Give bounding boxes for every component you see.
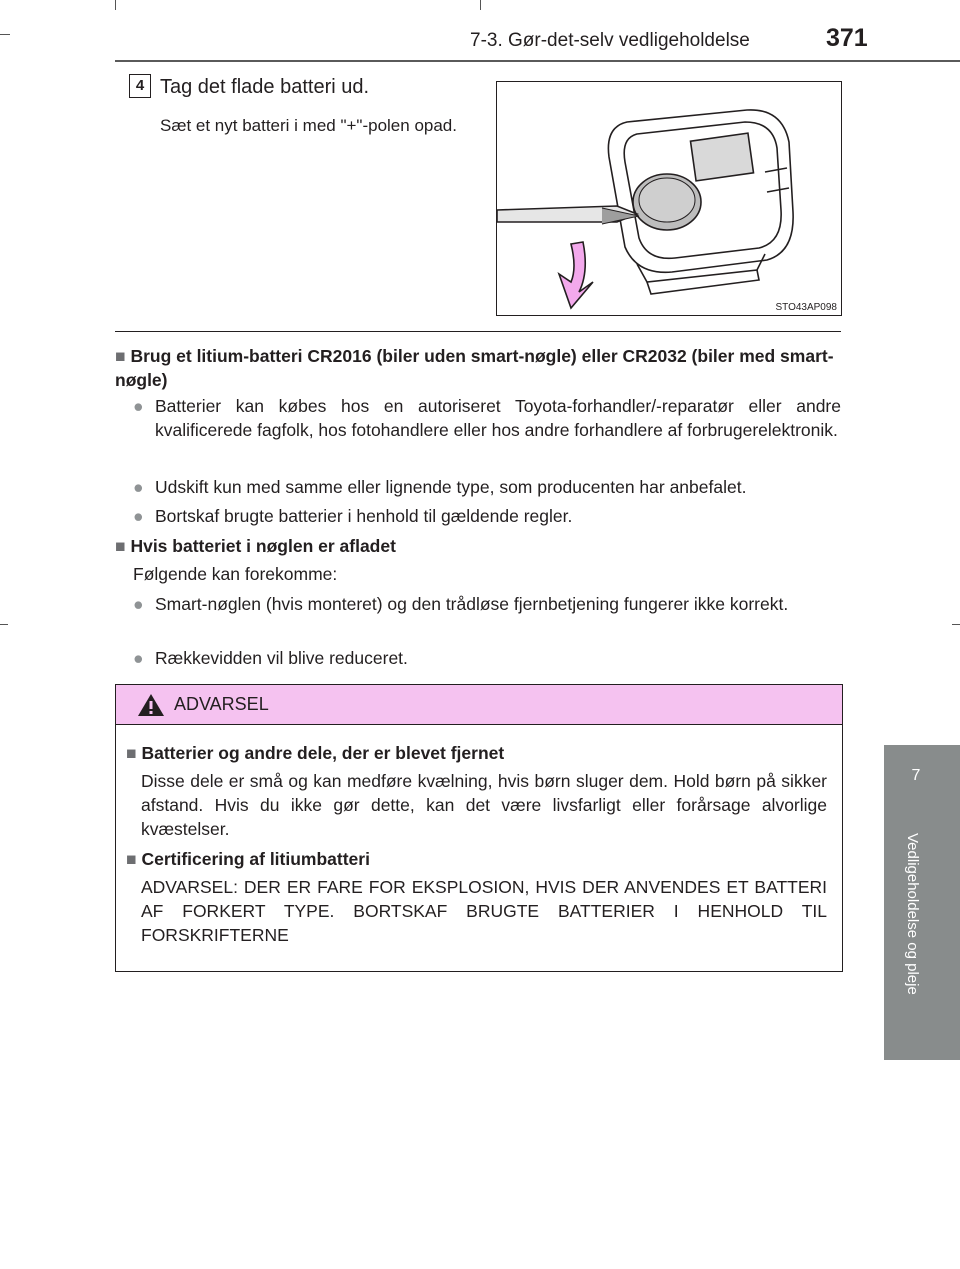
crop-mark xyxy=(0,624,8,625)
crop-mark xyxy=(480,0,481,10)
section-heading-text: Hvis batteriet i nøglen er afladet xyxy=(130,536,396,556)
section-heading-text: Brug et litium-batteri CR2016 (biler uden smart-nøgle) eller CR2032 (biler med smart-nøgle) xyxy=(115,346,834,390)
warning-box xyxy=(115,684,843,972)
warning-item-text: ADVARSEL: DER ER FARE FOR EKSPLOSION, HVIS DER ANVENDES ET BATTERI AF FORKERT TYPE. BORTSKAF BRUGTE BATTERIER I HENHOLD TIL FORSKRIFTERNE xyxy=(141,877,827,945)
bullet-icon: ● xyxy=(133,648,144,668)
bullet-text: Batterier kan købes hos en autoriseret Toyota-forhandler/-reparatør eller andre kvalificerede fagfolk, hos fotohandlere eller hos andre forhandlere af forbrugerelektronik. xyxy=(155,396,841,440)
section-intro: Følgende kan forekomme: xyxy=(133,564,338,584)
square-bullet-icon: ■ xyxy=(126,849,137,869)
page-number: 371 xyxy=(826,24,868,52)
warning-item-text: Disse dele er små og kan medføre kvælning, hvis børn sluger dem. Hold børn på sikker afstand. Hvis du ikke gør dette, kan det være livsfarligt eller forårsage alvorlige kvæstelser. xyxy=(141,771,827,839)
section-heading xyxy=(115,344,841,392)
figure-code: STO43AP098 xyxy=(775,302,837,313)
bullet-icon: ● xyxy=(133,506,144,526)
section-heading xyxy=(115,534,841,558)
crop-mark xyxy=(952,624,960,625)
step-title: Tag det flade batteri ud. xyxy=(160,76,370,98)
warning-header xyxy=(116,685,842,725)
step-body: Sæt et nyt batteri i med "+"-polen opad. xyxy=(160,116,457,135)
bullet-icon: ● xyxy=(133,477,144,497)
crop-mark xyxy=(115,0,116,10)
bullet-text: Rækkevidden vil blive reduceret. xyxy=(155,648,408,668)
separator-rule xyxy=(115,331,841,332)
header-rule xyxy=(115,60,960,62)
crop-mark xyxy=(0,34,10,35)
key-battery-figure xyxy=(496,81,842,316)
chapter-number: 7 xyxy=(911,767,921,784)
chapter-tab xyxy=(884,745,960,1060)
step-number-badge: 4 xyxy=(129,74,151,98)
section-title: 7-3. Gør-det-selv vedligeholdelse xyxy=(470,30,750,51)
bullet-icon: ● xyxy=(133,594,144,614)
chapter-title: Vedligeholdelse og pleje xyxy=(904,833,921,995)
key-battery-removal-illustration xyxy=(497,82,841,315)
bullet-icon: ● xyxy=(133,396,144,416)
bullet-text: Udskift kun med samme eller lignende type, som producenten har anbefalet. xyxy=(155,477,747,497)
warning-item-heading-text: Batterier og andre dele, der er blevet fjernet xyxy=(141,743,505,763)
square-bullet-icon: ■ xyxy=(115,346,126,366)
warning-label: ADVARSEL xyxy=(174,694,269,714)
warning-triangle-icon xyxy=(137,693,165,717)
warning-item-heading xyxy=(126,741,826,765)
square-bullet-icon: ■ xyxy=(115,536,126,556)
square-bullet-icon: ■ xyxy=(126,743,137,763)
bullet-text: Bortskaf brugte batterier i henhold til gældende regler. xyxy=(155,506,573,526)
warning-item-heading xyxy=(126,847,826,871)
warning-item-heading-text: Certificering af litiumbatteri xyxy=(141,849,370,869)
bullet-text: Smart-nøglen (hvis monteret) og den trådløse fjernbetjening fungerer ikke korrekt. xyxy=(155,594,789,614)
